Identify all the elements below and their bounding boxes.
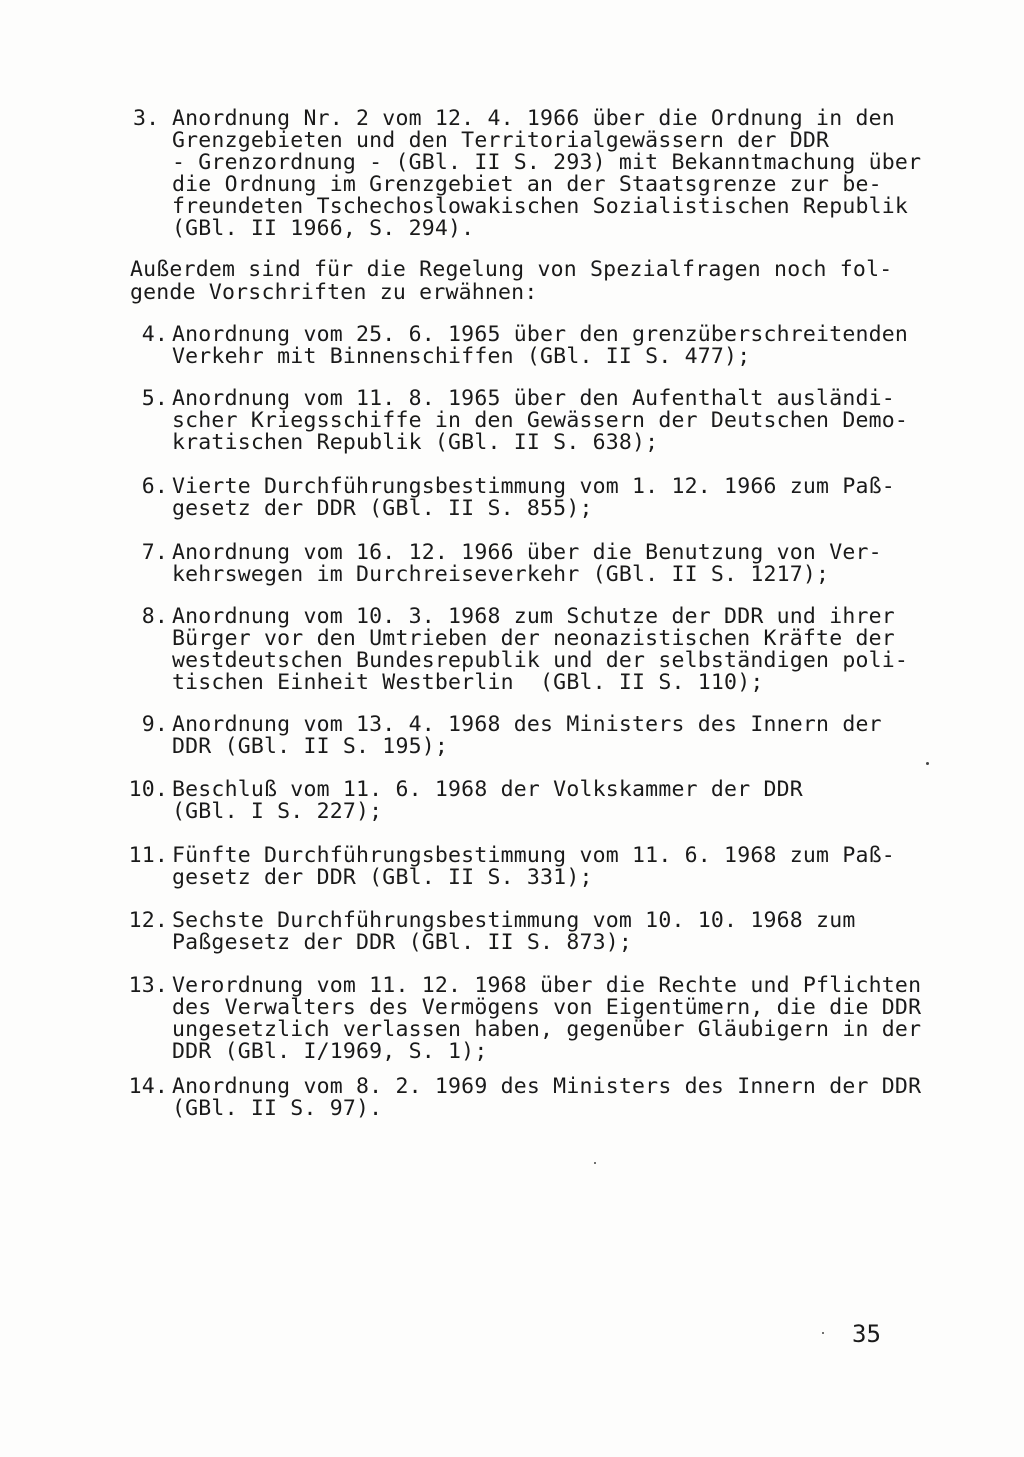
list-item-line: Beschluß vom 11. 6. 1968 der Volkskammer der DDR [172,777,803,802]
list-item-number: 13. [128,973,168,998]
list-item-line: Grenzgebieten und den Territorialgewässern der DDR [172,128,830,153]
list-item-line: Sechste Durchführungsbestimmung vom 10. 10. 1968 zum [172,908,856,933]
paragraph-line: gende Vorschriften zu erwähnen: [130,280,538,305]
list-item-number: 4. [141,322,168,347]
list-item-line: Anordnung vom 16. 12. 1966 über die Benutzung von Ver- [172,540,882,565]
list-item-line: kehrswegen im Durchreiseverkehr (GBl. II S. 1217); [172,562,830,587]
list-item-line: Anordnung vom 10. 3. 1968 zum Schutze der DDR und ihrer [172,604,895,629]
list-item-line: Anordnung vom 25. 6. 1965 über den grenzüberschreitenden [172,322,909,347]
list-item-line: (GBl. I S. 227); [172,799,383,824]
list-item-line: die Ordnung im Grenzgebiet an der Staatsgrenze zur be- [172,172,882,197]
list-item-number: 3. [133,106,160,131]
list-item-line: westdeutschen Bundesrepublik und der selbständigen poli- [172,648,909,673]
list-item-line: Anordnung vom 11. 8. 1965 über den Aufenthalt ausländi- [172,386,895,411]
list-item-line: ungesetzlich verlassen haben, gegenüber Gläubigern in der [172,1017,922,1042]
list-item-line: Anordnung vom 8. 2. 1969 des Ministers des Innern der DDR [172,1074,922,1099]
list-item-line: DDR (GBl. I/1969, S. 1); [172,1039,488,1064]
list-item-number: 9. [141,712,168,737]
list-item-number: 10. [128,777,168,802]
list-item-line: Verordnung vom 11. 12. 1968 über die Rechte und Pflichten [172,973,922,998]
list-item-number: 7. [141,540,168,565]
list-item-line: freundeten Tschechoslowakischen Sozialistischen Republik [172,194,909,219]
list-item-line: Vierte Durchführungsbestimmung vom 1. 12. 1966 zum Paß- [172,474,895,499]
scan-speck [926,762,929,765]
list-item-number: 12. [128,908,168,933]
page-number: 35 [852,1320,881,1348]
list-item-line: gesetz der DDR (GBl. II S. 331); [172,865,593,890]
list-item-line: - Grenzordnung - (GBl. II S. 293) mit Bekanntmachung über [172,150,922,175]
scan-speck [822,1332,824,1334]
list-item-number: 5. [141,386,168,411]
list-item-number: 8. [141,604,168,629]
intro-paragraph [130,258,930,304]
list-item-line: des Verwalters des Vermögens von Eigentümern, die die DDR [172,995,922,1020]
list-item-number: 11. [128,843,168,868]
list-item-line: Verkehr mit Binnenschiffen (GBl. II S. 477); [172,344,751,369]
list-item-line: gesetz der DDR (GBl. II S. 855); [172,496,593,521]
list-item-line: Paßgesetz der DDR (GBl. II S. 873); [172,930,633,955]
scan-speck [594,1162,596,1164]
list-item-line: Anordnung Nr. 2 vom 12. 4. 1966 über die Ordnung in den [172,106,895,131]
list-item-line: (GBl. II 1966, S. 294). [172,216,475,241]
list-item-line: tischen Einheit Westberlin (GBl. II S. 110); [172,670,764,695]
paragraph-line: Außerdem sind für die Regelung von Spezialfragen noch fol- [130,257,893,282]
list-item-number: 14. [128,1074,168,1099]
list-item-line: (GBl. II S. 97). [172,1096,383,1121]
list-item-line: Fünfte Durchführungsbestimmung vom 11. 6. 1968 zum Paß- [172,843,895,868]
list-item-line: kratischen Republik (GBl. II S. 638); [172,430,659,455]
list-item-number: 6. [141,474,168,499]
list-item-line: DDR (GBl. II S. 195); [172,734,449,759]
list-item-line: Anordnung vom 13. 4. 1968 des Ministers des Innern der [172,712,882,737]
list-item-line: Bürger vor den Umtrieben der neonazistischen Kräfte der [172,626,895,651]
list-item-line: scher Kriegsschiffe in den Gewässern der Deutschen Demo- [172,408,909,433]
